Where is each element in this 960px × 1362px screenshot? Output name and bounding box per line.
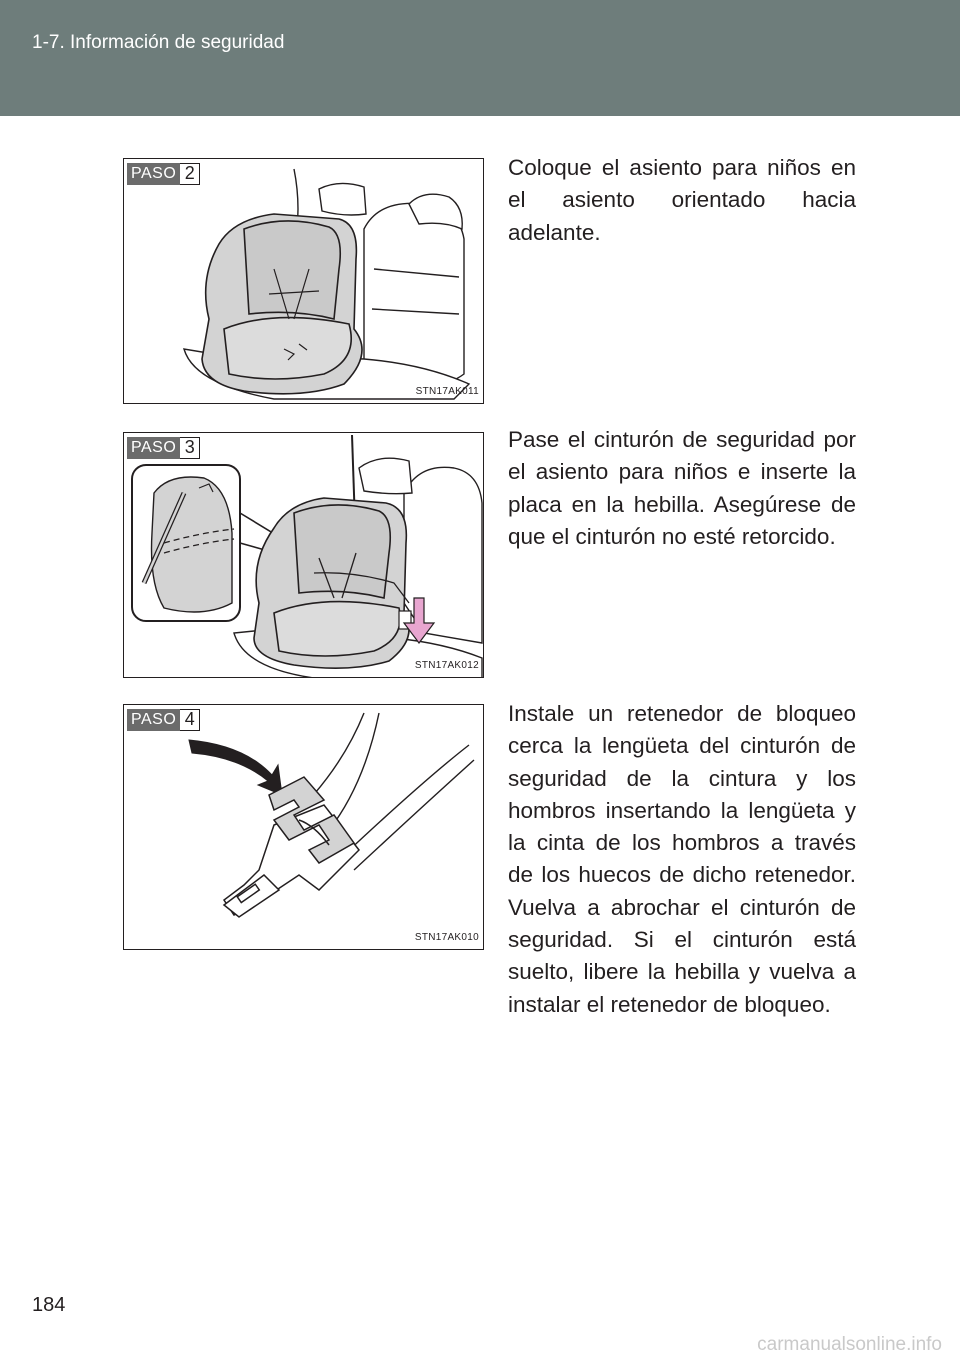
step-4-badge — [127, 709, 200, 731]
locking-clip-illustration — [124, 705, 484, 950]
paso-label: PASO — [127, 709, 180, 731]
paso-label: PASO — [127, 163, 180, 185]
child-seat-forward-illustration — [124, 159, 484, 404]
paso-label: PASO — [127, 437, 180, 459]
figure-code: STN17AK011 — [415, 386, 479, 397]
page-number: 184 — [32, 1294, 66, 1316]
step-3-badge — [127, 437, 200, 459]
step-3-figure — [123, 432, 484, 678]
paso-number: 3 — [180, 437, 200, 459]
step-4-text: Instale un retenedor de bloqueo cerca la lengüeta del cinturón de seguridad de la cintura y los hombros insertando la lengüeta y la cinta de los hombros a través de los huecos de dicho retenedor. Vuelva a abrochar el cinturón de seguridad. Si el cinturón está suelto, libere la hebilla y vuelva a instalar el retenedor de bloqueo. — [508, 701, 856, 1017]
figure-code: STN17AK012 — [414, 660, 479, 671]
step-2-text: Coloque el asiento para niños en el asiento orientado hacia adelante. — [508, 155, 856, 245]
watermark: carmanualsonline.info — [757, 1334, 942, 1355]
section-title: 1-7. Información de seguridad — [32, 32, 285, 53]
page-header — [0, 0, 960, 116]
step-3-text: Pase el cinturón de seguridad por el asiento para niños e inserte la placa en la hebilla. Asegúrese de que el cinturón no esté retorcido. — [508, 427, 856, 549]
step-2-figure — [123, 158, 484, 404]
step-2-badge — [127, 163, 200, 185]
step-4-figure — [123, 704, 484, 950]
child-seat-belt-buckle-illustration — [124, 433, 484, 678]
figure-code: STN17AK010 — [414, 932, 479, 943]
paso-number: 4 — [180, 709, 200, 731]
paso-number: 2 — [180, 163, 200, 185]
